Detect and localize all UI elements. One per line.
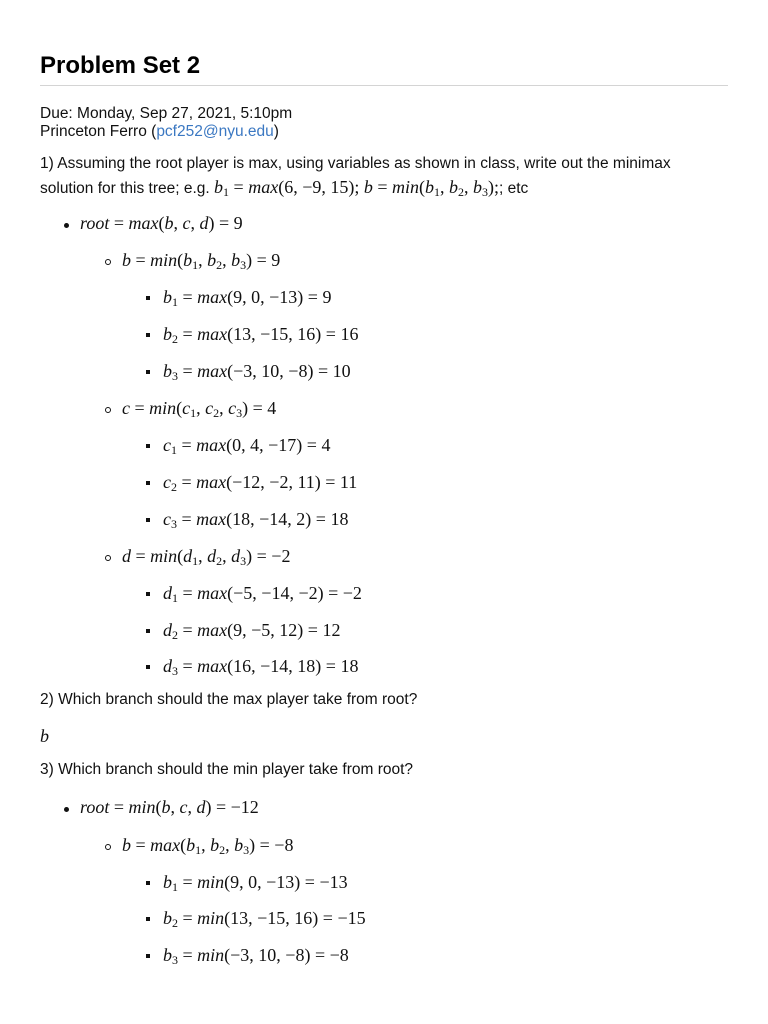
tree2-b3: $b_3 = \min(-3$, 10, −8) = −8 [163, 945, 349, 967]
author-email-link[interactable]: pcf252@nyu.edu [156, 123, 274, 140]
tree1-c1: $c_1 = \max(0$, 4, −17) = 4 [163, 435, 331, 457]
due-date: Due: Monday, Sep 27, 2021, 5:10pm [40, 105, 293, 122]
page-title: Problem Set 2 [40, 52, 201, 79]
bullet-square [146, 881, 150, 885]
tree1-b2: $b_2 = \max(13$, −15, 16) = 16 [163, 324, 359, 346]
question-2-answer: b [40, 726, 49, 746]
tree2-b: $b = \max(b_1$, $b_2$, $b_3) = -8$ [122, 835, 294, 857]
example-expression: $b_1 = \max(6$, −9, 15); $b = \min(b_1$, $b_2$, $b_3$); [214, 177, 499, 199]
tree1-d1: $d_1 = \max(-5$, −14, −2) = −2 [163, 583, 362, 605]
tree1-d: $d = \min(d_1$, $d_2$, $d_3) = -2$ [122, 546, 291, 568]
bullet-disc [64, 223, 69, 228]
author-paren-close: ) [273, 123, 279, 140]
tree1-d3: $d_3 = \max(16$, −14, 18) = 18 [163, 656, 359, 678]
tree1-d2: $d_2 = \max(9$, −5, 12) = 12 [163, 620, 341, 642]
tree1-b: $b = \min(b_1$, $b_2$, $b_3) = 9$ [122, 250, 281, 272]
author-line [40, 122, 279, 142]
question-1-line-1: 1) Assuming the root player is max, using variables as shown in class, write out the minimax [40, 155, 671, 172]
bullet-square [146, 954, 150, 958]
bullet-circle [105, 259, 111, 265]
bullet-circle [105, 407, 111, 413]
bullet-circle [105, 844, 111, 850]
tree1-b3: $b_3 = \max(-3$, 10, −8) = 10 [163, 361, 351, 383]
question-1-line-2: solution for this tree; e.g. $b_1 = \max(6$, −9, 15); $b = \min(b_1$, $b_2$, $b_3$);; etc [40, 177, 529, 199]
tree1-root: root = max(b, c, d) = 9 [80, 213, 243, 233]
bullet-square [146, 917, 150, 921]
bullet-circle [105, 555, 111, 561]
tree1-c3: $c_3 = \max(18$, −14, 2) = 18 [163, 509, 349, 531]
bullet-square [146, 665, 150, 669]
title-divider [40, 85, 728, 86]
bullet-square [146, 481, 150, 485]
bullet-square [146, 629, 150, 633]
bullet-square [146, 296, 150, 300]
bullet-square [146, 333, 150, 337]
bullet-square [146, 518, 150, 522]
tree1-c: $c = \min(c_1$, $c_2$, $c_3) = 4$ [122, 398, 277, 420]
tree2-b2: $b_2 = \min(13$, −15, 16) = −15 [163, 908, 366, 930]
bullet-square [146, 592, 150, 596]
tree2-root: root = min(b, c, d) = −12 [80, 797, 259, 817]
tree2-b1: $b_1 = \min(9$, 0, −13) = −13 [163, 872, 348, 894]
author-name: Princeton Ferro [40, 123, 147, 140]
tree1-b1: $b_1 = \max(9$, 0, −13) = 9 [163, 287, 332, 309]
question-3: 3) Which branch should the min player take from root? [40, 761, 414, 778]
question-2: 2) Which branch should the max player take from root? [40, 691, 418, 708]
tree1-c2: $c_2 = \max(-12$, −2, 11) = 11 [163, 472, 358, 494]
bullet-disc [64, 807, 69, 812]
bullet-square [146, 444, 150, 448]
author-paren-open: ( [151, 123, 157, 140]
bullet-square [146, 370, 150, 374]
